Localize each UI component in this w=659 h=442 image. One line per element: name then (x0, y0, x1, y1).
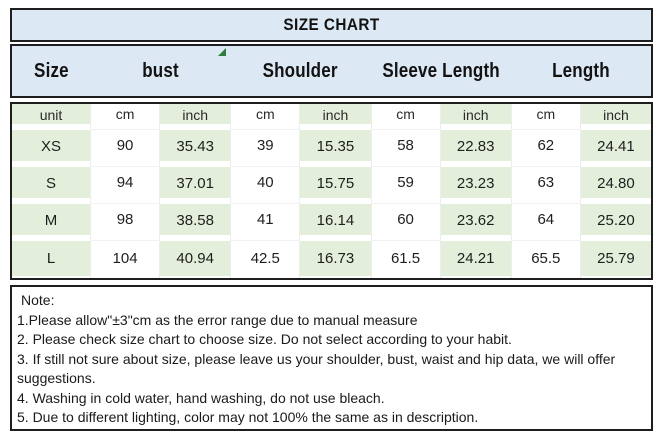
data-cell: 60 (371, 204, 441, 241)
page-title: SIZE CHART (283, 15, 380, 34)
column-header-length: Length (552, 59, 610, 82)
data-cell: 40.94 (160, 241, 230, 278)
data-cell: 24.21 (441, 241, 511, 278)
column-header-shoulder: Shoulder (262, 59, 338, 82)
data-cell: 58 (371, 130, 441, 167)
data-cell: 25.20 (581, 204, 651, 241)
note-item-5: 5. Due to different lighting, color may not 100% the same as in description. (17, 409, 479, 425)
size-cell: L (12, 241, 90, 278)
title-bar (10, 8, 653, 42)
data-cell: 64 (511, 204, 581, 241)
data-cell: 90 (90, 130, 160, 167)
unit-cell: inch (441, 104, 511, 130)
unit-cell: inch (581, 104, 651, 130)
column-header-sleeve-length: Sleeve Length (381, 59, 500, 82)
data-cell: 62 (511, 130, 581, 167)
data-cell: 61.5 (371, 241, 441, 278)
size-cell: XS (12, 130, 90, 167)
data-cell: 16.14 (300, 204, 370, 241)
unit-cell: inch (300, 104, 370, 130)
notes-section (10, 285, 653, 431)
data-cell: 40 (230, 167, 300, 204)
data-cell: 104 (90, 241, 160, 278)
data-cell: 98 (90, 204, 160, 241)
data-cell: 25.79 (581, 241, 651, 278)
note-item-2: 2. Please check size chart to choose size. Do not select according to your habit. (17, 331, 512, 347)
data-cell: 23.23 (441, 167, 511, 204)
data-cell: 38.58 (160, 204, 230, 241)
data-cell: 15.75 (300, 167, 370, 204)
data-cell: 15.35 (300, 130, 370, 167)
unit-cell: cm (230, 104, 300, 130)
data-cell: 65.5 (511, 241, 581, 278)
note-item-1: 1.Please allow"±3"cm as the error range due to manual measure (17, 311, 418, 328)
data-cell: 35.43 (160, 130, 230, 167)
column-header-size: Size (33, 59, 69, 82)
size-cell: M (12, 204, 90, 241)
data-cell: 41 (230, 204, 300, 241)
data-cell: 37.01 (160, 167, 230, 204)
notes-heading: Note: (21, 292, 55, 308)
unit-cell: cm (371, 104, 441, 130)
data-cell: 16.73 (300, 241, 370, 278)
data-cell: 94 (90, 167, 160, 204)
data-cell: 39 (230, 130, 300, 167)
unit-label-cell: unit (12, 104, 90, 130)
size-cell: S (12, 167, 90, 204)
data-cell: 22.83 (441, 130, 511, 167)
unit-cell: cm (90, 104, 160, 130)
note-item-4: 4. Washing in cold water, hand washing, do not use bleach. (17, 389, 385, 406)
size-chart-sheet (10, 8, 653, 431)
unit-cell: cm (511, 104, 581, 130)
data-cell: 23.62 (441, 204, 511, 241)
table-header-row (10, 44, 653, 98)
column-header-bust: bust (141, 59, 179, 82)
data-cell: 63 (511, 167, 581, 204)
data-cell: 24.80 (581, 167, 651, 204)
unit-cell: inch (160, 104, 230, 130)
data-cell: 24.41 (581, 130, 651, 167)
note-item-3: 3. If still not sure about size, please leave us your shoulder, bust, waist and hip data, we will offer suggestions. (17, 350, 616, 386)
size-table (10, 102, 653, 280)
data-cell: 42.5 (230, 241, 300, 278)
data-cell: 59 (371, 167, 441, 204)
